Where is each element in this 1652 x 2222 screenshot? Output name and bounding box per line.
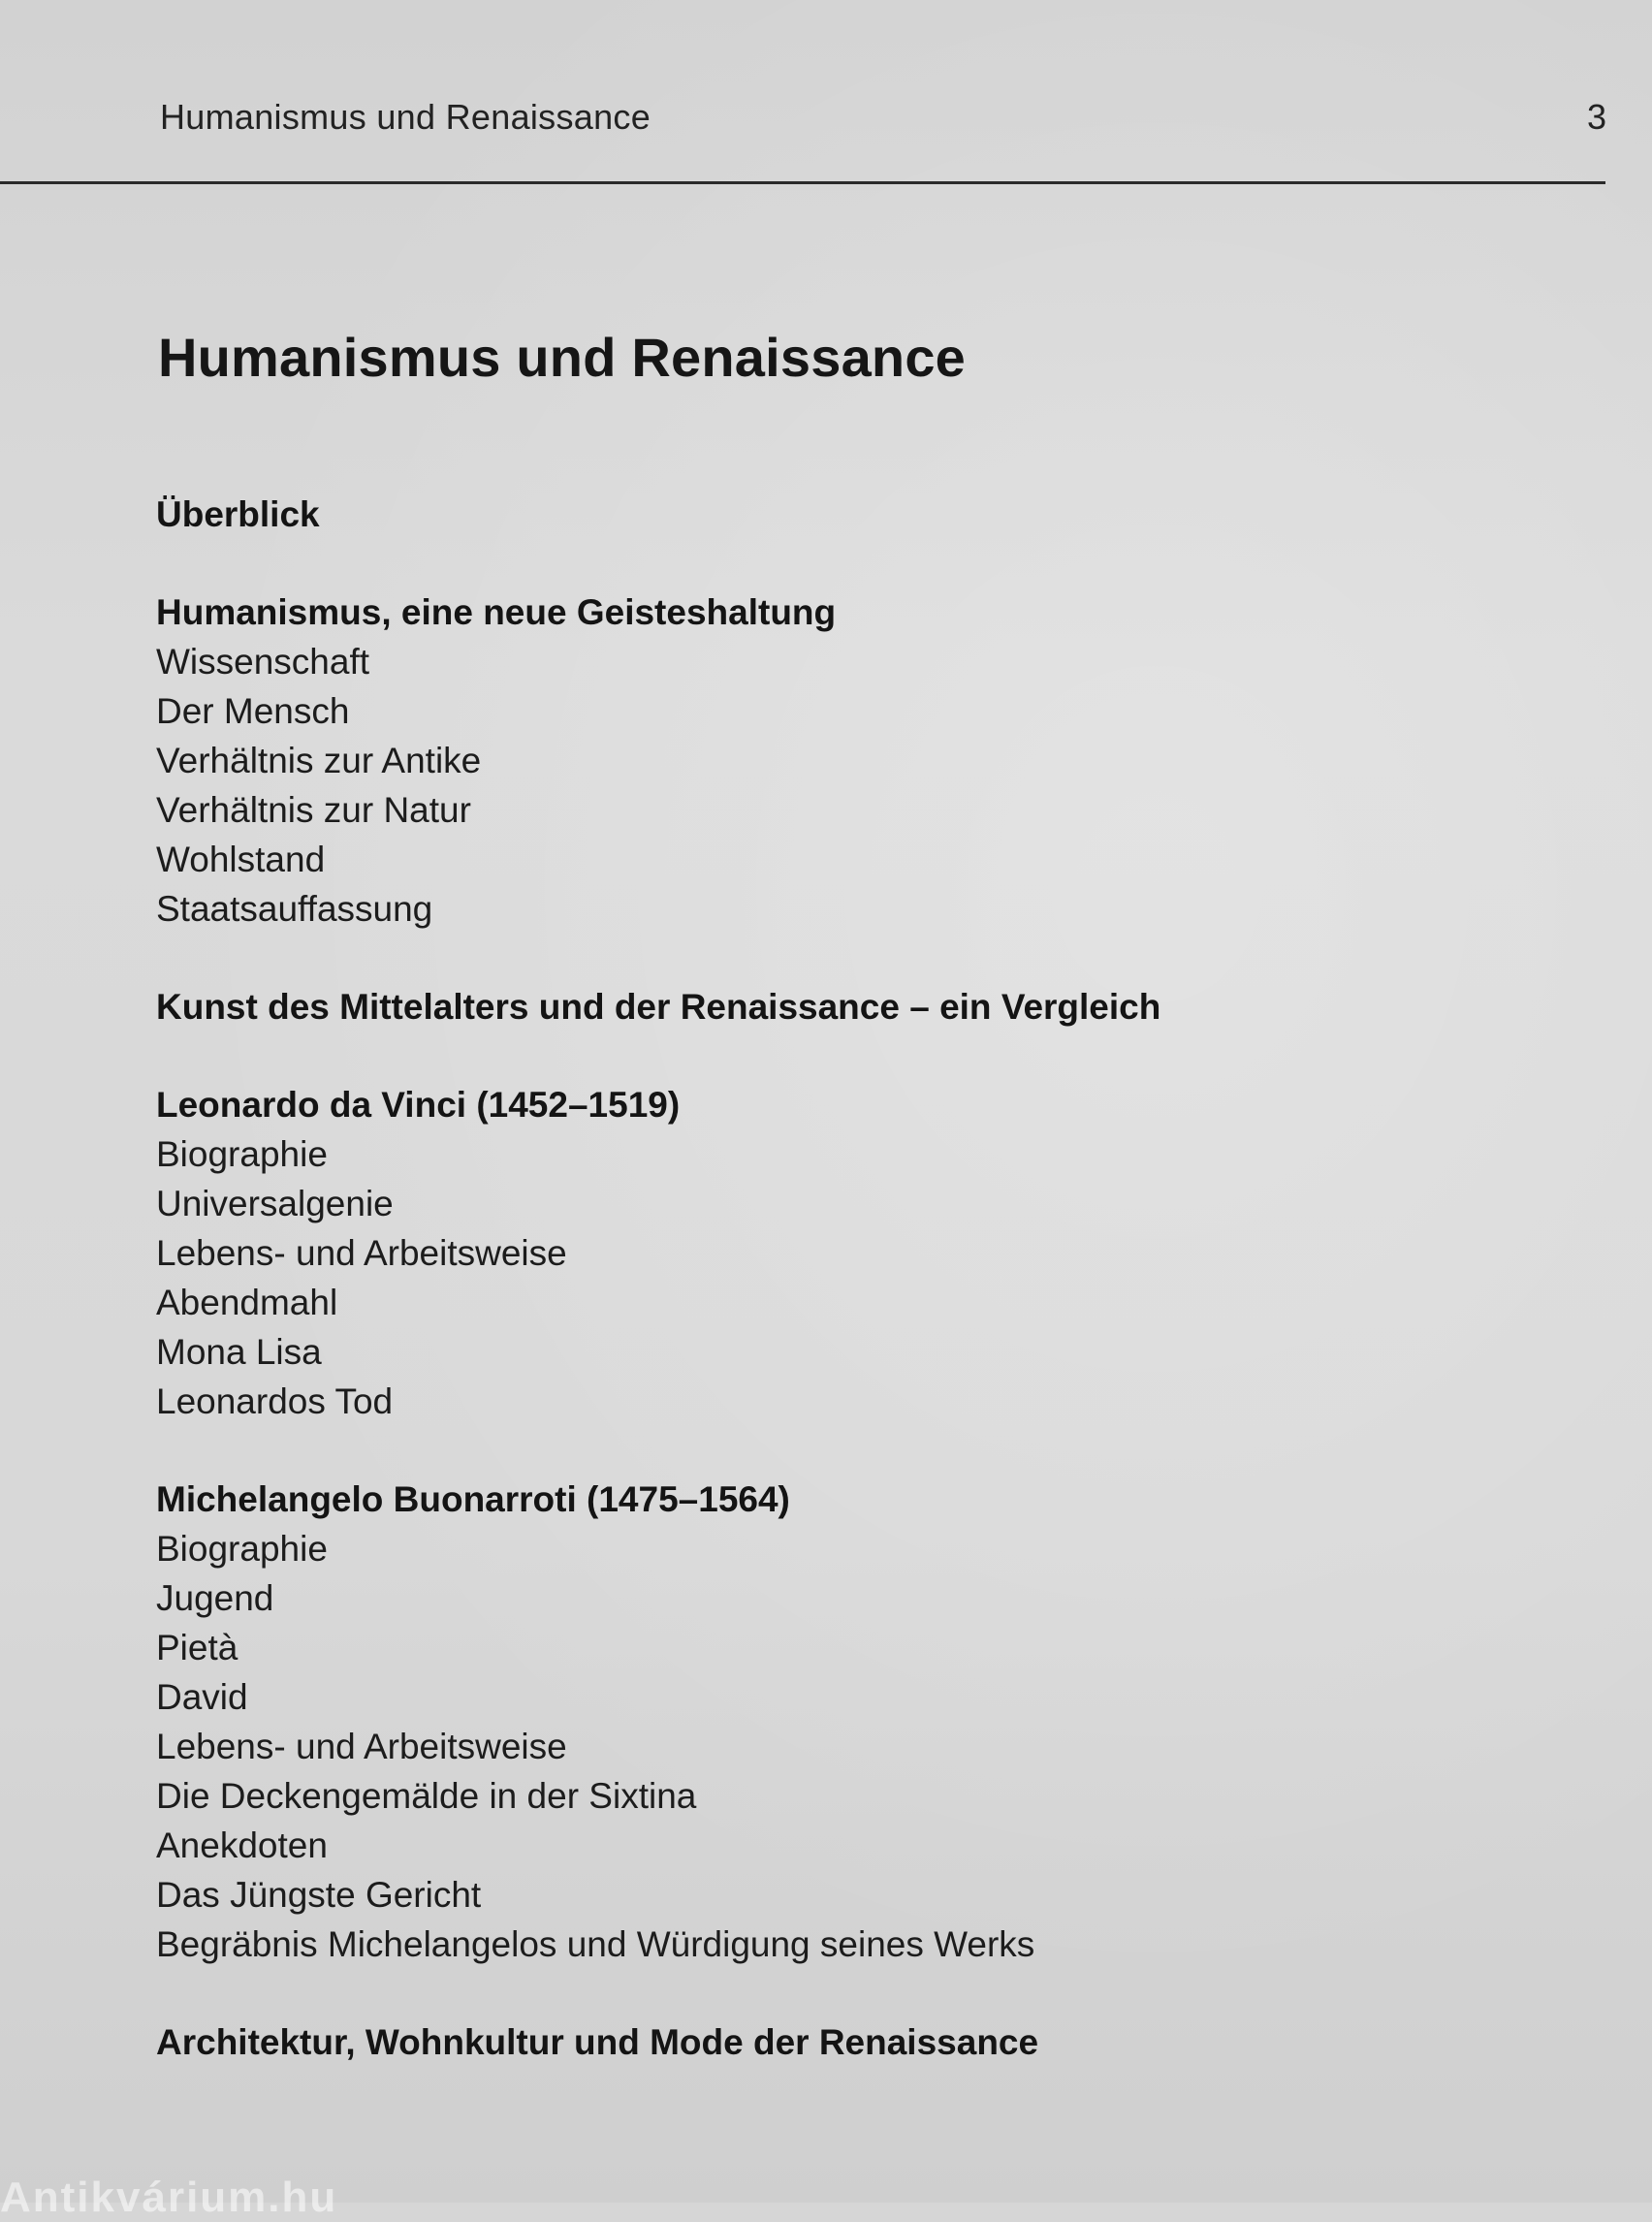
toc-item: Der Mensch xyxy=(156,691,350,731)
toc-item: Verhältnis zur Natur xyxy=(156,790,471,830)
section-heading: Kunst des Mittelalters und der Renaissance – ein Vergleich xyxy=(156,987,1161,1027)
toc-item: Wissenschaft xyxy=(156,642,370,682)
toc-item: Jugend xyxy=(156,1578,274,1618)
toc-section xyxy=(156,2017,1416,2067)
watermark: Antikvárium.hu xyxy=(0,2174,338,2221)
toc-item: Biographie xyxy=(156,1529,328,1569)
toc-item: Anekdoten xyxy=(156,1825,328,1865)
section-heading: Leonardo da Vinci (1452–1519) xyxy=(156,1085,681,1125)
section-heading: Michelangelo Buonarroti (1475–1564) xyxy=(156,1479,790,1519)
toc-item: Lebens- und Arbeitsweise xyxy=(156,1727,567,1766)
toc-item: Wohlstand xyxy=(156,840,326,879)
section-heading: Architektur, Wohnkultur und Mode der Renaissance xyxy=(156,2022,1039,2062)
toc-section xyxy=(156,490,1416,539)
page-title: Humanismus und Renaissance xyxy=(158,327,967,388)
toc-item: Das Jüngste Gericht xyxy=(156,1875,482,1915)
running-head: Humanismus und Renaissance xyxy=(160,97,651,137)
toc-section xyxy=(156,1080,1416,1426)
page-number: 3 xyxy=(1586,97,1606,137)
toc-section xyxy=(156,587,1416,934)
toc-item: Universalgenie xyxy=(156,1184,394,1223)
toc-item: Biographie xyxy=(156,1134,328,1174)
toc-item: Die Deckengemälde in der Sixtina xyxy=(156,1776,697,1816)
toc-item: Verhältnis zur Antike xyxy=(156,741,482,780)
toc-section xyxy=(156,982,1416,1032)
toc-section xyxy=(156,1475,1416,1969)
section-heading: Überblick xyxy=(156,494,320,534)
toc-item: Begräbnis Michelangelos und Würdigung seines Werks xyxy=(156,1924,1035,1964)
toc-item: David xyxy=(156,1677,248,1717)
header-rule xyxy=(0,181,1605,184)
toc-item: Leonardos Tod xyxy=(156,1381,394,1421)
toc-item: Abendmahl xyxy=(156,1283,338,1322)
toc-item: Staatsauffassung xyxy=(156,889,433,929)
toc-item: Mona Lisa xyxy=(156,1332,322,1372)
toc-item: Pietà xyxy=(156,1628,238,1667)
table-of-contents xyxy=(156,490,1416,2115)
section-heading: Humanismus, eine neue Geisteshaltung xyxy=(156,592,837,632)
toc-item: Lebens- und Arbeitsweise xyxy=(156,1233,567,1273)
